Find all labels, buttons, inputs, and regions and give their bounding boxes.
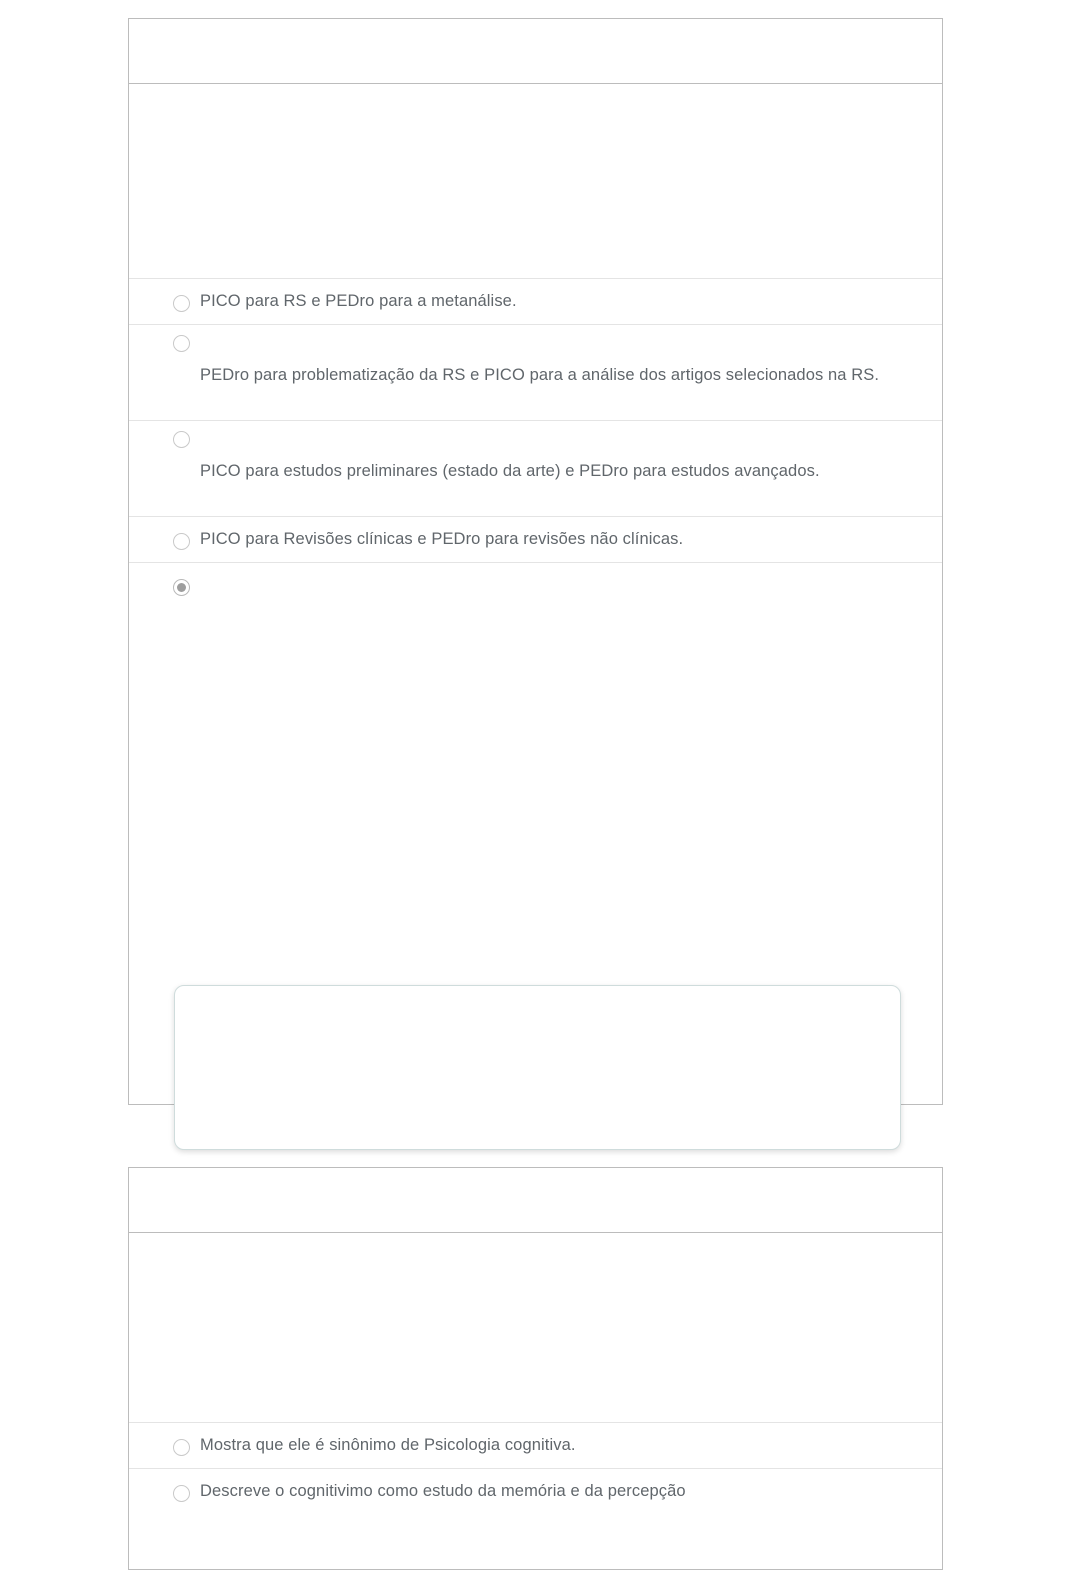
option-label: Mostra que ele é sinônimo de Psicologia cognitiva.	[200, 1436, 576, 1454]
option-row-selected[interactable]	[129, 562, 942, 588]
option-row[interactable]	[129, 420, 942, 516]
question-card-1-header	[129, 19, 942, 84]
radio-button-icon[interactable]	[173, 1439, 190, 1456]
question-card-2-header	[129, 1168, 942, 1233]
radio-button-selected-icon[interactable]	[173, 579, 190, 596]
answer-textarea[interactable]	[174, 985, 901, 1150]
option-label: PICO para Revisões clínicas e PEDro para revisões não clínicas.	[200, 530, 684, 548]
question-card-2	[128, 1167, 943, 1570]
option-label: PEDro para problematização da RS e PICO para a análise dos artigos selecionados na RS.	[200, 366, 880, 384]
option-row[interactable]	[129, 1468, 942, 1514]
option-row[interactable]	[129, 516, 942, 562]
radio-button-icon[interactable]	[173, 1485, 190, 1502]
option-label: PICO para estudos preliminares (estado da arte) e PEDro para estudos avançados.	[200, 462, 820, 480]
option-row[interactable]	[129, 278, 942, 324]
question-card-1	[128, 18, 943, 1105]
radio-button-icon[interactable]	[173, 431, 190, 448]
question-card-1-options	[129, 278, 942, 588]
radio-button-icon[interactable]	[173, 335, 190, 352]
answer-textarea-text	[175, 986, 900, 1014]
option-row[interactable]	[129, 324, 942, 420]
radio-button-icon[interactable]	[173, 295, 190, 312]
option-label: PICO para RS e PEDro para a metanálise.	[200, 292, 517, 310]
question-card-2-body	[129, 1233, 942, 1514]
option-row[interactable]	[129, 1422, 942, 1468]
radio-button-icon[interactable]	[173, 533, 190, 550]
option-label: Descreve o cognitivimo como estudo da memória e da percepção	[200, 1482, 686, 1500]
question-card-1-body	[129, 84, 942, 588]
question-card-1-prompt	[129, 84, 942, 278]
question-card-2-prompt	[129, 1233, 942, 1422]
question-card-2-options	[129, 1422, 942, 1514]
